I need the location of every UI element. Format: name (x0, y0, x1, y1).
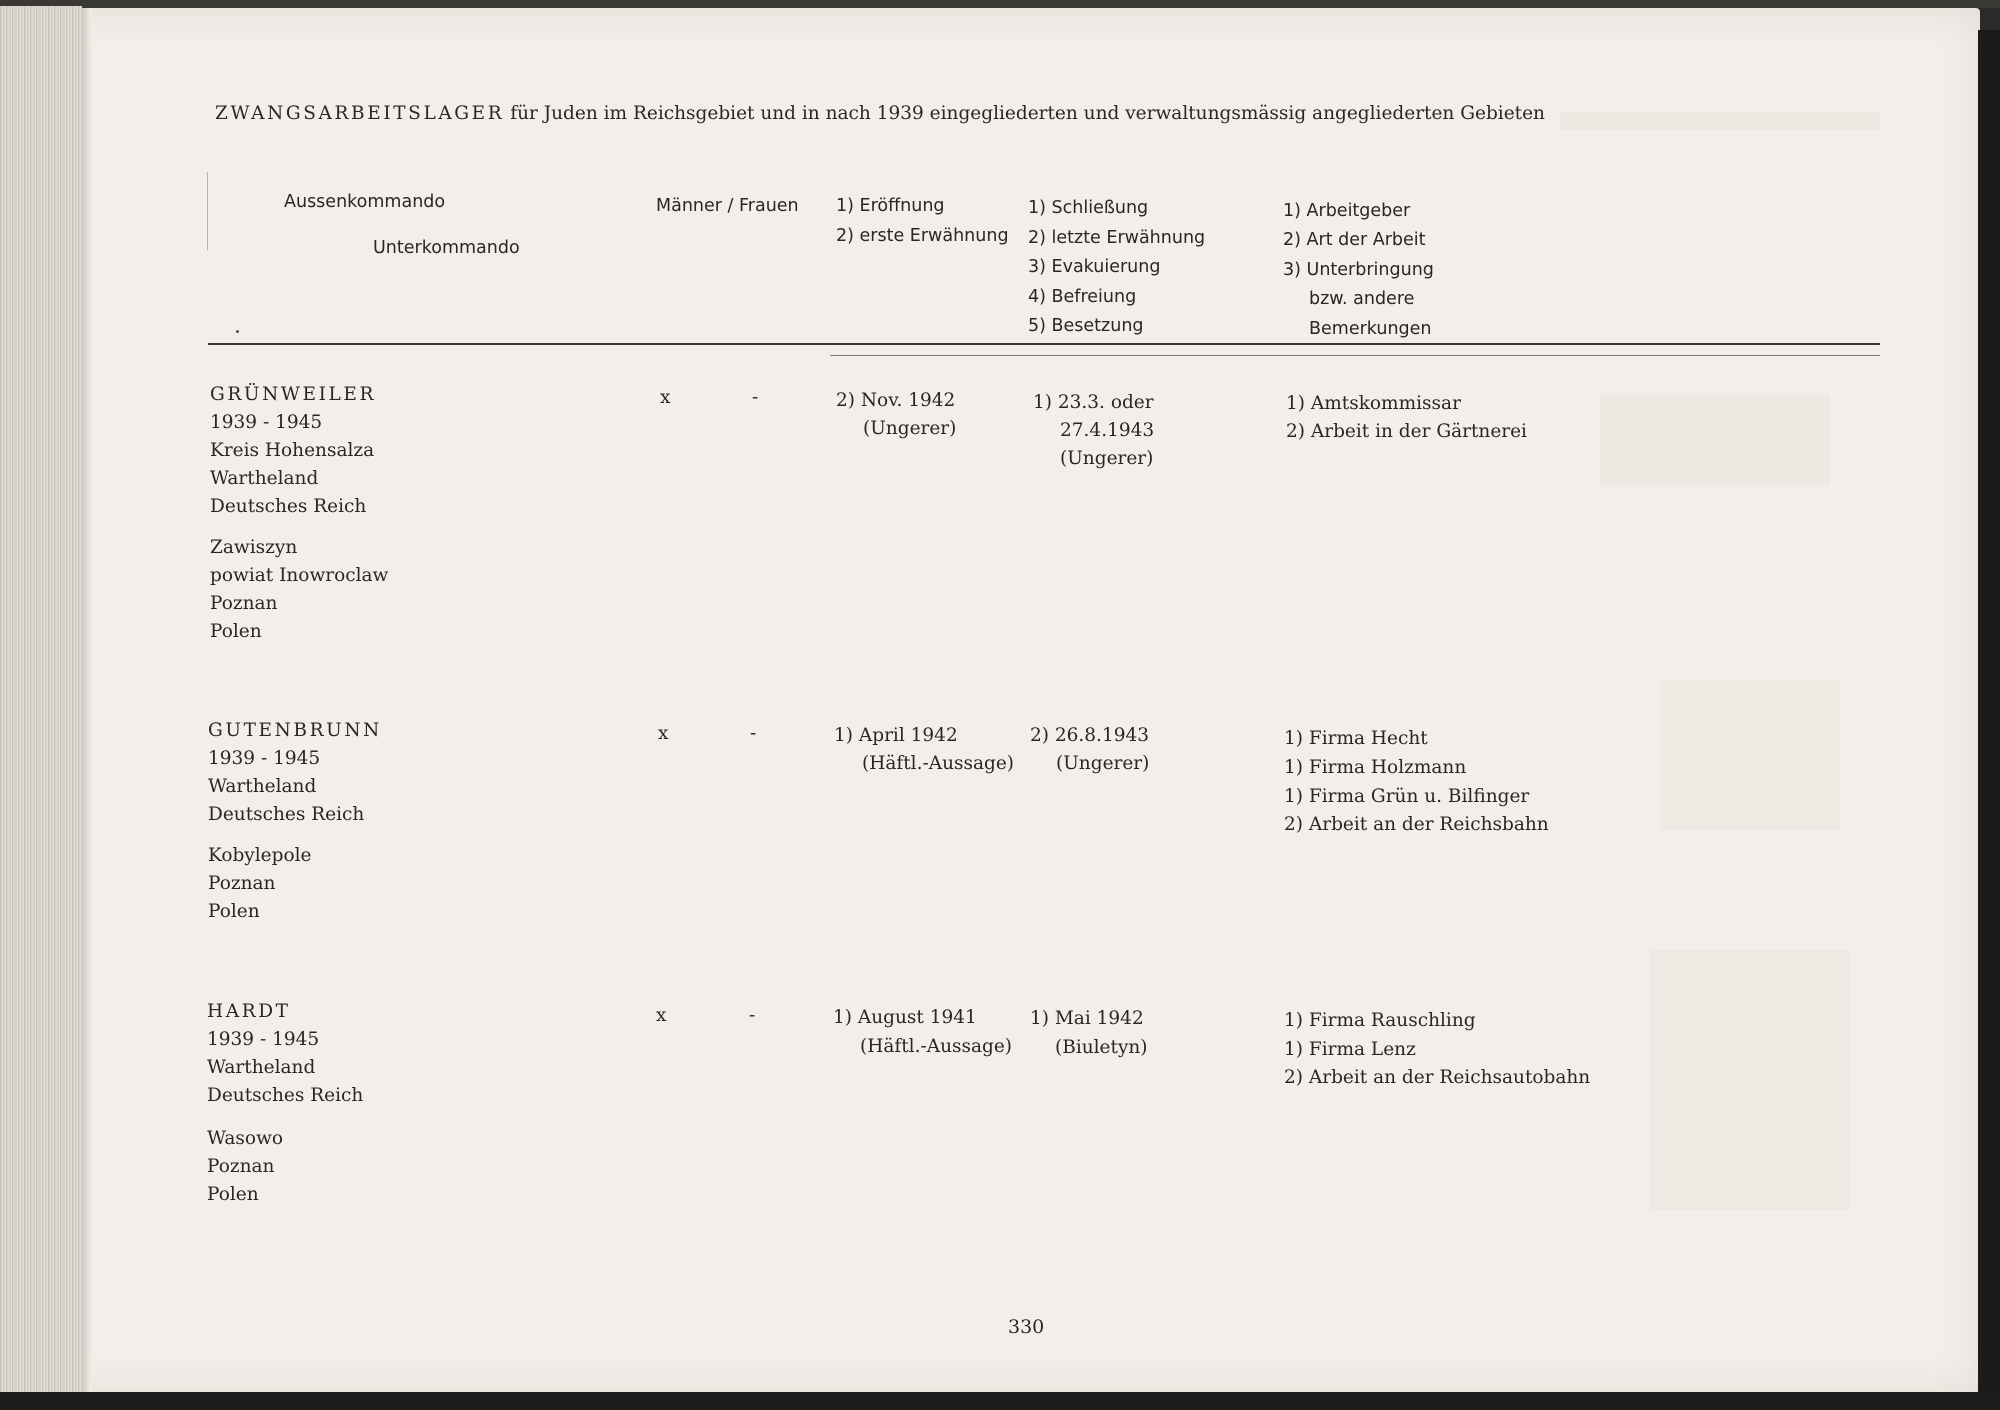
subcamp-detail: Kobylepole (208, 845, 312, 866)
closing-line: 1) Mai 1942 (1030, 1008, 1144, 1029)
camp-detail: 1939 - 1945 (210, 412, 323, 433)
opening-line: (Ungerer) (863, 418, 957, 439)
employer-line: 1) Firma Holzmann (1284, 757, 1467, 778)
opening-line: (Häftl.-Aussage) (860, 1036, 1013, 1057)
header-closing-line: 2) letzte Erwähnung (1028, 228, 1206, 248)
header-left-rule (207, 172, 208, 250)
subcamp-detail: Poznan (208, 873, 276, 894)
employer-line: 2) Arbeit in der Gärtnerei (1286, 421, 1527, 442)
camp-detail: Kreis Hohensalza (210, 440, 375, 461)
header-aussenkommando: Aussenkommando (284, 192, 446, 212)
camp-detail: Wartheland (210, 468, 319, 489)
header-rule (208, 343, 1880, 345)
subcamp-detail: Polen (210, 621, 262, 642)
closing-line: (Ungerer) (1056, 753, 1150, 774)
scanner-top-edge (0, 0, 2000, 8)
camp-name: HARDT (207, 1001, 291, 1022)
closing-line: 27.4.1943 (1060, 420, 1155, 441)
bleed-through-shape (1600, 395, 1830, 485)
subcamp-detail: Poznan (207, 1156, 275, 1177)
opening-line: 2) Nov. 1942 (836, 390, 956, 411)
employer-line: 1) Amtskommissar (1286, 393, 1461, 414)
header-gender: Männer / Frauen (656, 196, 799, 216)
header-employer-line: bzw. andere (1309, 289, 1415, 309)
camp-name: GUTENBRUNN (208, 720, 382, 741)
closing-line: (Ungerer) (1060, 448, 1154, 469)
header-closing-line: 4) Befreiung (1028, 287, 1137, 307)
employer-line: 1) Firma Rauschling (1284, 1010, 1476, 1031)
employer-line: 1) Firma Hecht (1284, 728, 1428, 749)
stray-mark (236, 330, 239, 333)
closing-line: 2) 26.8.1943 (1030, 725, 1150, 746)
subcamp-detail: Poznan (210, 593, 278, 614)
subcamp-detail: Wasowo (207, 1128, 284, 1149)
header-employer-line: 2) Art der Arbeit (1283, 230, 1426, 250)
header-opening-line: 1) Eröffnung (836, 196, 945, 216)
closing-line: (Biuletyn) (1055, 1037, 1148, 1058)
page-number: 330 (1008, 1316, 1045, 1338)
camp-detail: Deutsches Reich (208, 804, 365, 825)
scanner-right-edge (1978, 30, 2000, 1410)
scanner-bottom-edge (0, 1392, 2000, 1410)
employer-line: 1) Firma Lenz (1284, 1039, 1416, 1060)
camp-name: GRÜNWEILER (210, 384, 377, 405)
book-page-edges (0, 6, 82, 1401)
camp-detail: 1939 - 1945 (208, 748, 321, 769)
header-employer-line: Bemerkungen (1309, 319, 1432, 339)
men-mark: x (660, 387, 671, 408)
opening-line: 1) August 1941 (833, 1007, 977, 1028)
opening-line: (Häftl.-Aussage) (862, 753, 1015, 774)
women-mark: - (752, 387, 759, 408)
subcamp-detail: Polen (207, 1184, 259, 1205)
header-closing-line: 1) Schließung (1028, 198, 1149, 218)
camp-detail: 1939 - 1945 (207, 1029, 320, 1050)
header-opening-line: 2) erste Erwähnung (836, 226, 1009, 246)
header-unterkommando: Unterkommando (373, 238, 520, 258)
camp-detail: Wartheland (207, 1057, 316, 1078)
header-employer-line: 1) Arbeitgeber (1283, 201, 1411, 221)
subcamp-detail: Polen (208, 901, 260, 922)
title-caps: ZWANGSARBEITSLAGER (215, 103, 505, 124)
bleed-through-shape (1650, 950, 1850, 1210)
women-mark: - (749, 1005, 756, 1026)
men-mark: x (656, 1005, 667, 1026)
header-rule-secondary (830, 355, 1880, 356)
gutter-shadow (82, 8, 92, 1393)
camp-detail: Deutsches Reich (207, 1085, 364, 1106)
camp-detail: Deutsches Reich (210, 496, 367, 517)
document-title (215, 100, 1545, 128)
header-closing-line: 5) Besetzung (1028, 316, 1144, 336)
camp-detail: Wartheland (208, 776, 317, 797)
subcamp-detail: powiat Inowroclaw (210, 565, 389, 586)
opening-line: 1) April 1942 (834, 725, 958, 746)
women-mark: - (750, 723, 757, 744)
title-rest: für Juden im Reichsgebiet und in nach 1939 eingegliederten und verwaltungsmässig angegliederten Gebieten (510, 103, 1545, 124)
men-mark: x (658, 723, 669, 744)
employer-line: 2) Arbeit an der Reichsautobahn (1284, 1067, 1591, 1088)
bleed-through-shape (1660, 680, 1840, 830)
closing-line: 1) 23.3. oder (1033, 392, 1154, 413)
header-closing-line: 3) Evakuierung (1028, 257, 1161, 277)
header-employer-line: 3) Unterbringung (1283, 260, 1434, 280)
subcamp-detail: Zawiszyn (210, 537, 298, 558)
employer-line: 1) Firma Grün u. Bilfinger (1284, 786, 1530, 807)
bleed-through-shape (1560, 112, 1880, 130)
employer-line: 2) Arbeit an der Reichsbahn (1284, 814, 1549, 835)
